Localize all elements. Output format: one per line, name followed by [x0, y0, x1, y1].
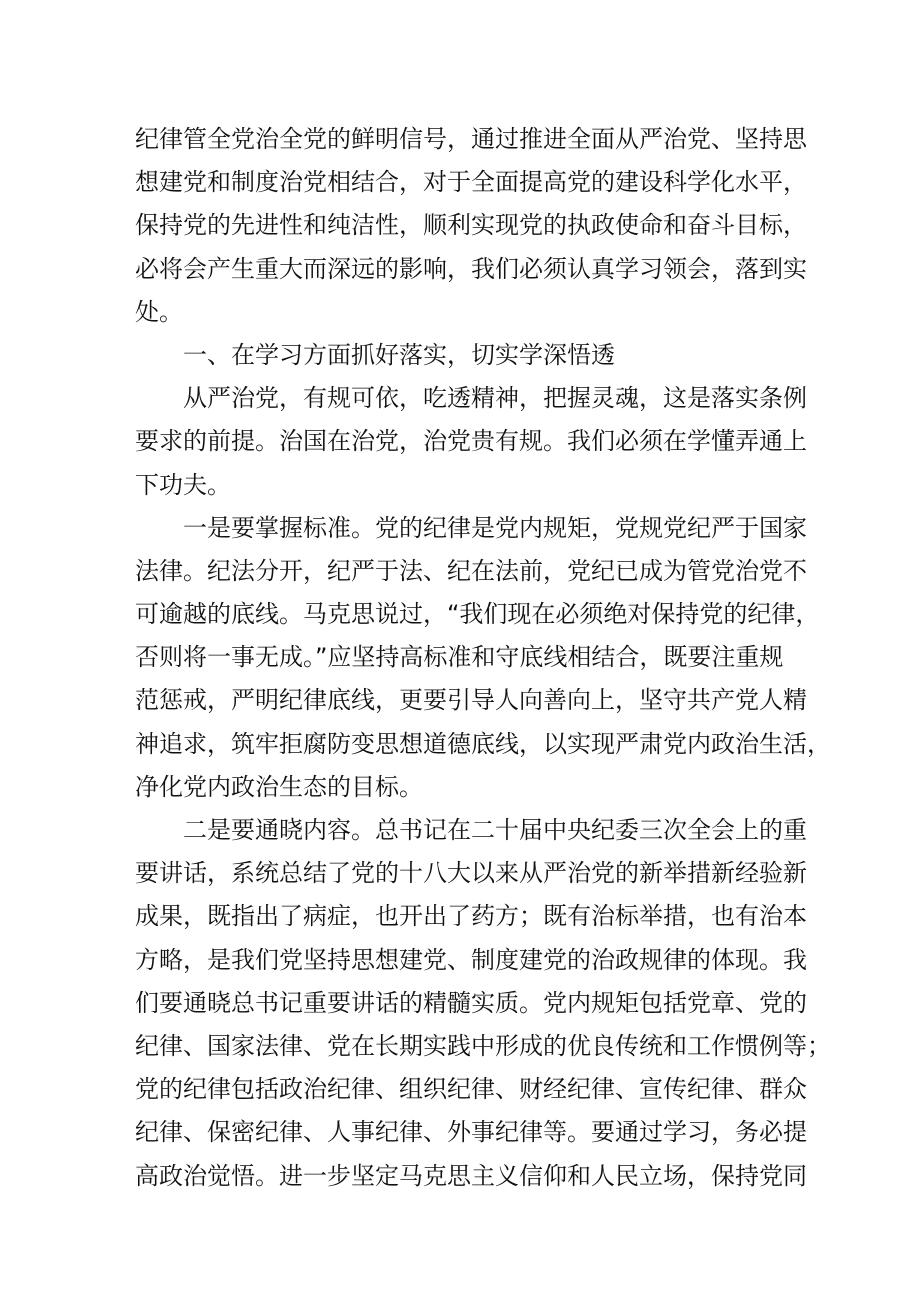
text-line: 成果，既指出了病症，也开出了药方；既有治标举措，也有治本	[135, 902, 807, 931]
paragraph-start-line: 一是要掌握标准。党的纪律是党内规矩，党规党纪严于国家	[183, 513, 807, 542]
text-line: 们要通晓总书记重要讲话的精髓实质。党内规矩包括党章、党的	[135, 988, 807, 1017]
text-line: 净化党内政治生态的目标。	[135, 772, 423, 801]
document-body	[135, 118, 831, 1198]
text-line: 保持党的先进性和纯洁性，顺利实现党的执政使命和奋斗目标，	[135, 211, 807, 240]
text-line: 方略，是我们党坚持思想建党、制度建党的治政规律的体现。我	[135, 945, 807, 974]
text-line: 纪律管全党治全党的鲜明信号，通过推进全面从严治党、坚持思	[135, 125, 807, 153]
text-line: 下功夫。	[135, 470, 231, 499]
text-line: 党的纪律包括政治纪律、组织纪律、财经纪律、宣传纪律、群众	[135, 1075, 807, 1104]
text-line: 纪律、保密纪律、人事纪律、外事纪律等。要通过学习，务必提	[135, 1118, 807, 1147]
text-line: 否则将一事无成。”应坚持高标准和守底线相结合，既要注重规	[135, 643, 784, 672]
text-line: 高政治觉悟。进一步坚定马克思主义信仰和人民立场，保持党同	[135, 1161, 807, 1190]
text-line: 范惩戒，严明纪律底线，更要引导人向善向上，坚守共产党人精	[135, 686, 807, 715]
paragraph-start-line: 二是要通晓内容。总书记在二十届中央纪委三次全会上的重	[183, 816, 807, 844]
text-line: 要求的前提。治国在治党，治党贵有规。我们必须在学懂弄通上	[135, 427, 807, 456]
text-line: 神追求，筑牢拒腐防变思想道德底线，以实现严肃党内政治生活，	[135, 729, 831, 758]
text-line: 想建党和制度治党相结合，对于全面提高党的建设科学化水平，	[135, 168, 807, 197]
text-line: 处。	[135, 297, 183, 326]
section-heading: 一、在学习方面抓好落实，切实学深悟透	[183, 340, 615, 369]
text-line: 必将会产生重大而深远的影响，我们必须认真学习领会，落到实	[135, 254, 807, 283]
paragraph-start-line: 从严治党，有规可依，吃透精神，把握灵魂，这是落实条例	[183, 384, 807, 413]
text-line: 可逾越的底线。马克思说过，“我们现在必须绝对保持党的纪律，	[135, 600, 820, 629]
text-line: 法律。纪法分开，纪严于法、纪在法前，党纪已成为管党治党不	[135, 556, 807, 585]
text-line: 纪律、国家法律、党在长期实践中形成的优良传统和工作惯例等；	[135, 1031, 831, 1060]
text-line: 要讲话，系统总结了党的十八大以来从严治党的新举措新经验新	[135, 859, 807, 888]
